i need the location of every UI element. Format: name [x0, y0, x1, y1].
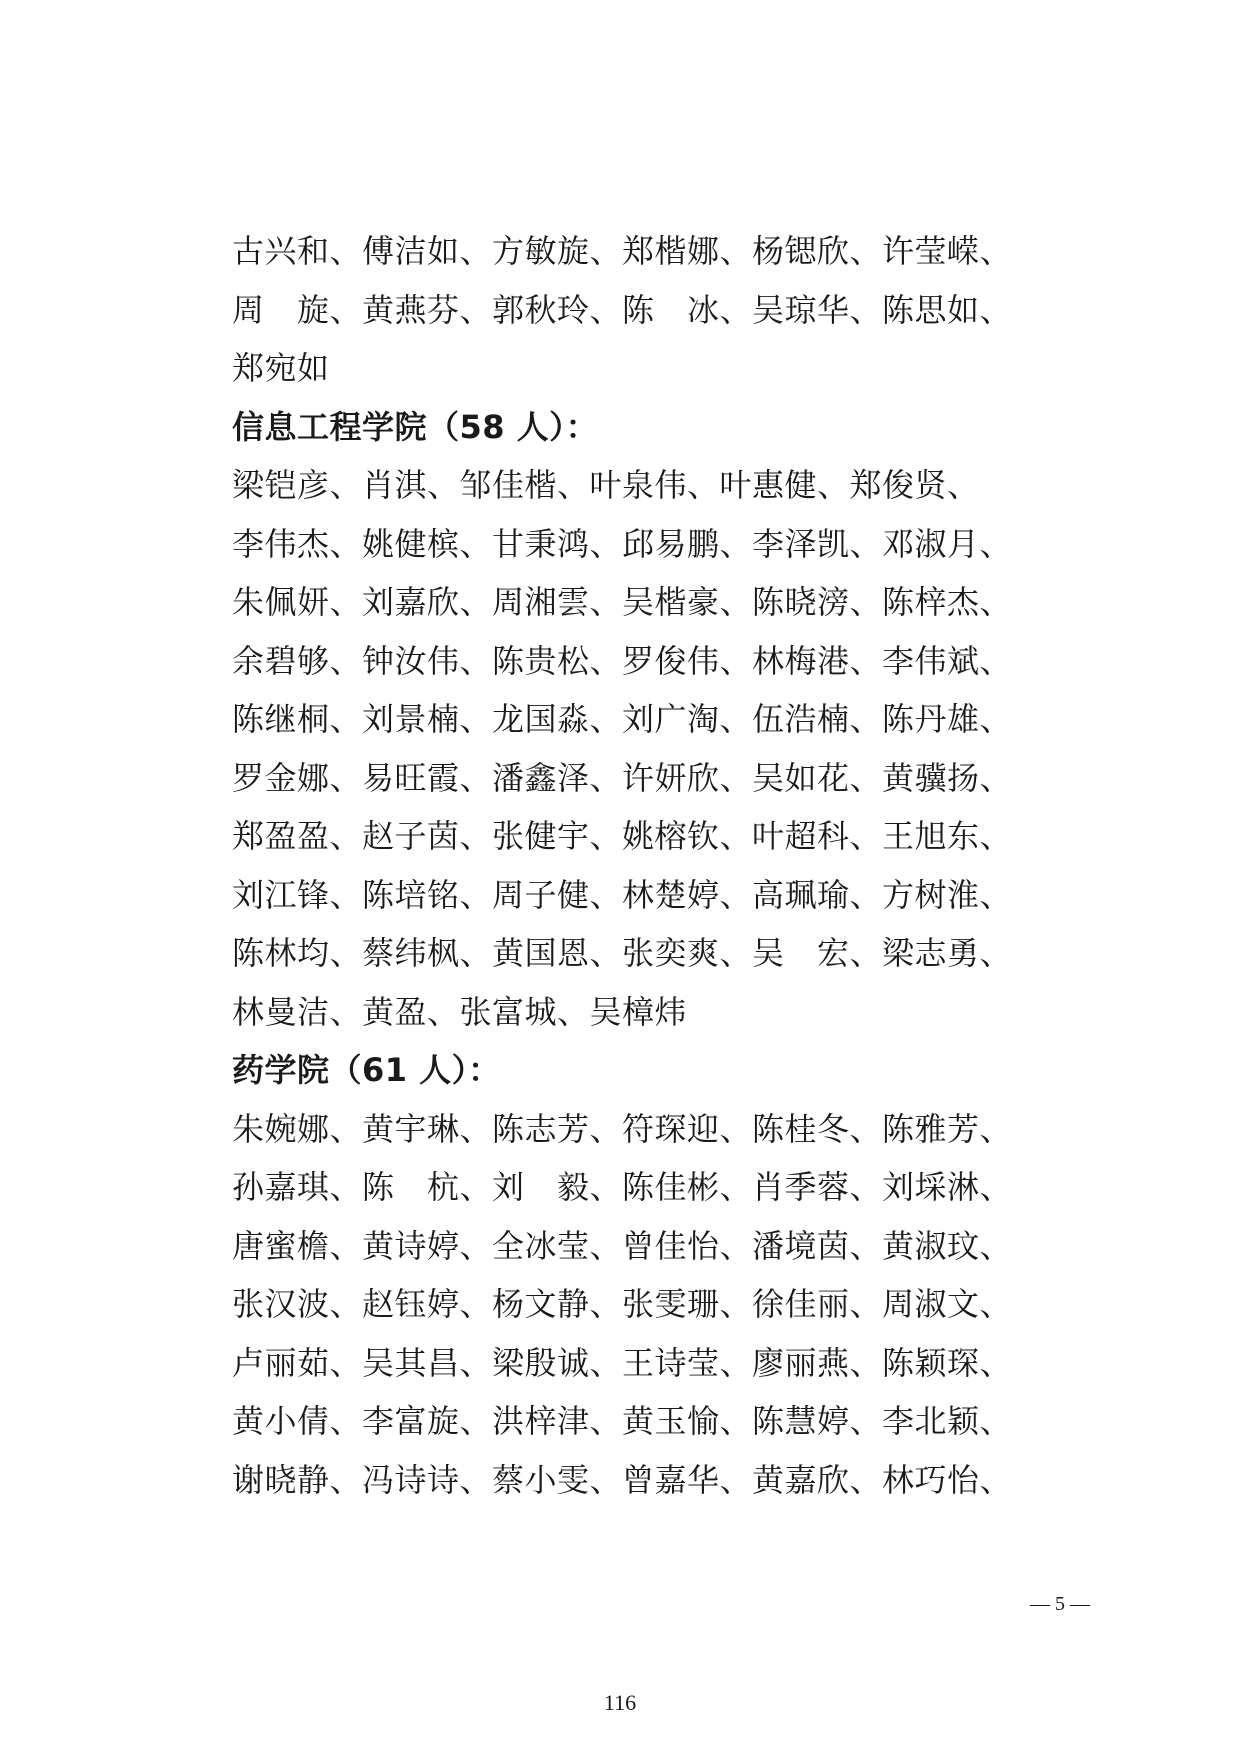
section-info-engineering	[232, 398, 1052, 1042]
section-heading: 药学院（61 人）：	[232, 1051, 501, 1089]
name-line: 孙嘉琪、陈 杭、刘 毅、陈佳彬、肖季蓉、刘埰淋、	[232, 1168, 1013, 1206]
name-line: 罗金娜、易旺霞、潘鑫泽、许妍欣、吴如花、黄骥扬、	[232, 758, 1013, 797]
name-line: 谢晓静、冯诗诗、蔡小雯、曾嘉华、黄嘉欣、林巧怡、	[232, 1460, 1013, 1499]
name-line: 朱婉娜、黄宇琳、陈志芳、符琛迎、陈桂冬、陈雅芳、	[232, 1109, 1013, 1148]
name-line: 郑宛如	[232, 349, 330, 387]
name-line: 古兴和、傅洁如、方敏旋、郑楷娜、杨锶欣、许莹嵘、	[232, 232, 1013, 270]
section-previous	[232, 222, 1052, 398]
document-body	[232, 222, 1052, 1509]
name-line: 余碧够、钟汝伟、陈贵松、罗俊伟、林梅港、李伟斌、	[232, 641, 1013, 680]
page-mark: — 5 —	[1030, 1593, 1090, 1615]
name-line: 朱佩妍、刘嘉欣、周湘雲、吴楷豪、陈晓滂、陈梓杰、	[232, 583, 1013, 621]
name-line: 刘江锋、陈培铭、周子健、林楚婷、高珮瑜、方树淮、	[232, 875, 1013, 914]
page-number: 116	[603, 1690, 637, 1715]
name-line: 卢丽茹、吴其昌、梁殷诚、王诗莹、廖丽燕、陈颖琛、	[232, 1343, 1013, 1382]
name-line: 梁铠彦、肖淇、邹佳楷、叶泉伟、叶惠健、郑俊贤、	[232, 466, 980, 504]
name-line: 张汉波、赵钰婷、杨文静、张雯珊、徐佳丽、周淑文、	[232, 1285, 1013, 1323]
name-line: 陈林均、蔡纬枫、黄国恩、张奕爽、吴 宏、梁志勇、	[232, 934, 1013, 972]
name-line: 周 旋、黄燕芬、郭秋玲、陈 冰、吴琼华、陈思如、	[232, 290, 1013, 329]
name-line: 陈继桐、刘景楠、龙国淼、刘广淘、伍浩楠、陈丹雄、	[232, 700, 1013, 738]
name-line: 李伟杰、姚健槟、甘秉鸿、邱易鹏、李泽凯、邓淑月、	[232, 524, 1013, 563]
name-line: 林曼洁、黄盈、张富城、吴樟炜	[232, 992, 688, 1031]
name-line: 郑盈盈、赵子茵、张健宇、姚榕钦、叶超科、王旭东、	[232, 817, 1013, 855]
name-line: 唐蜜檐、黄诗婷、全冰莹、曾佳怡、潘境茵、黄淑玟、	[232, 1226, 1013, 1265]
section-heading: 信息工程学院（58 人）：	[232, 407, 599, 446]
name-line: 黄小倩、李富旋、洪梓津、黄玉愉、陈慧婷、李北颖、	[232, 1402, 1013, 1440]
section-pharmacy	[232, 1041, 1052, 1509]
